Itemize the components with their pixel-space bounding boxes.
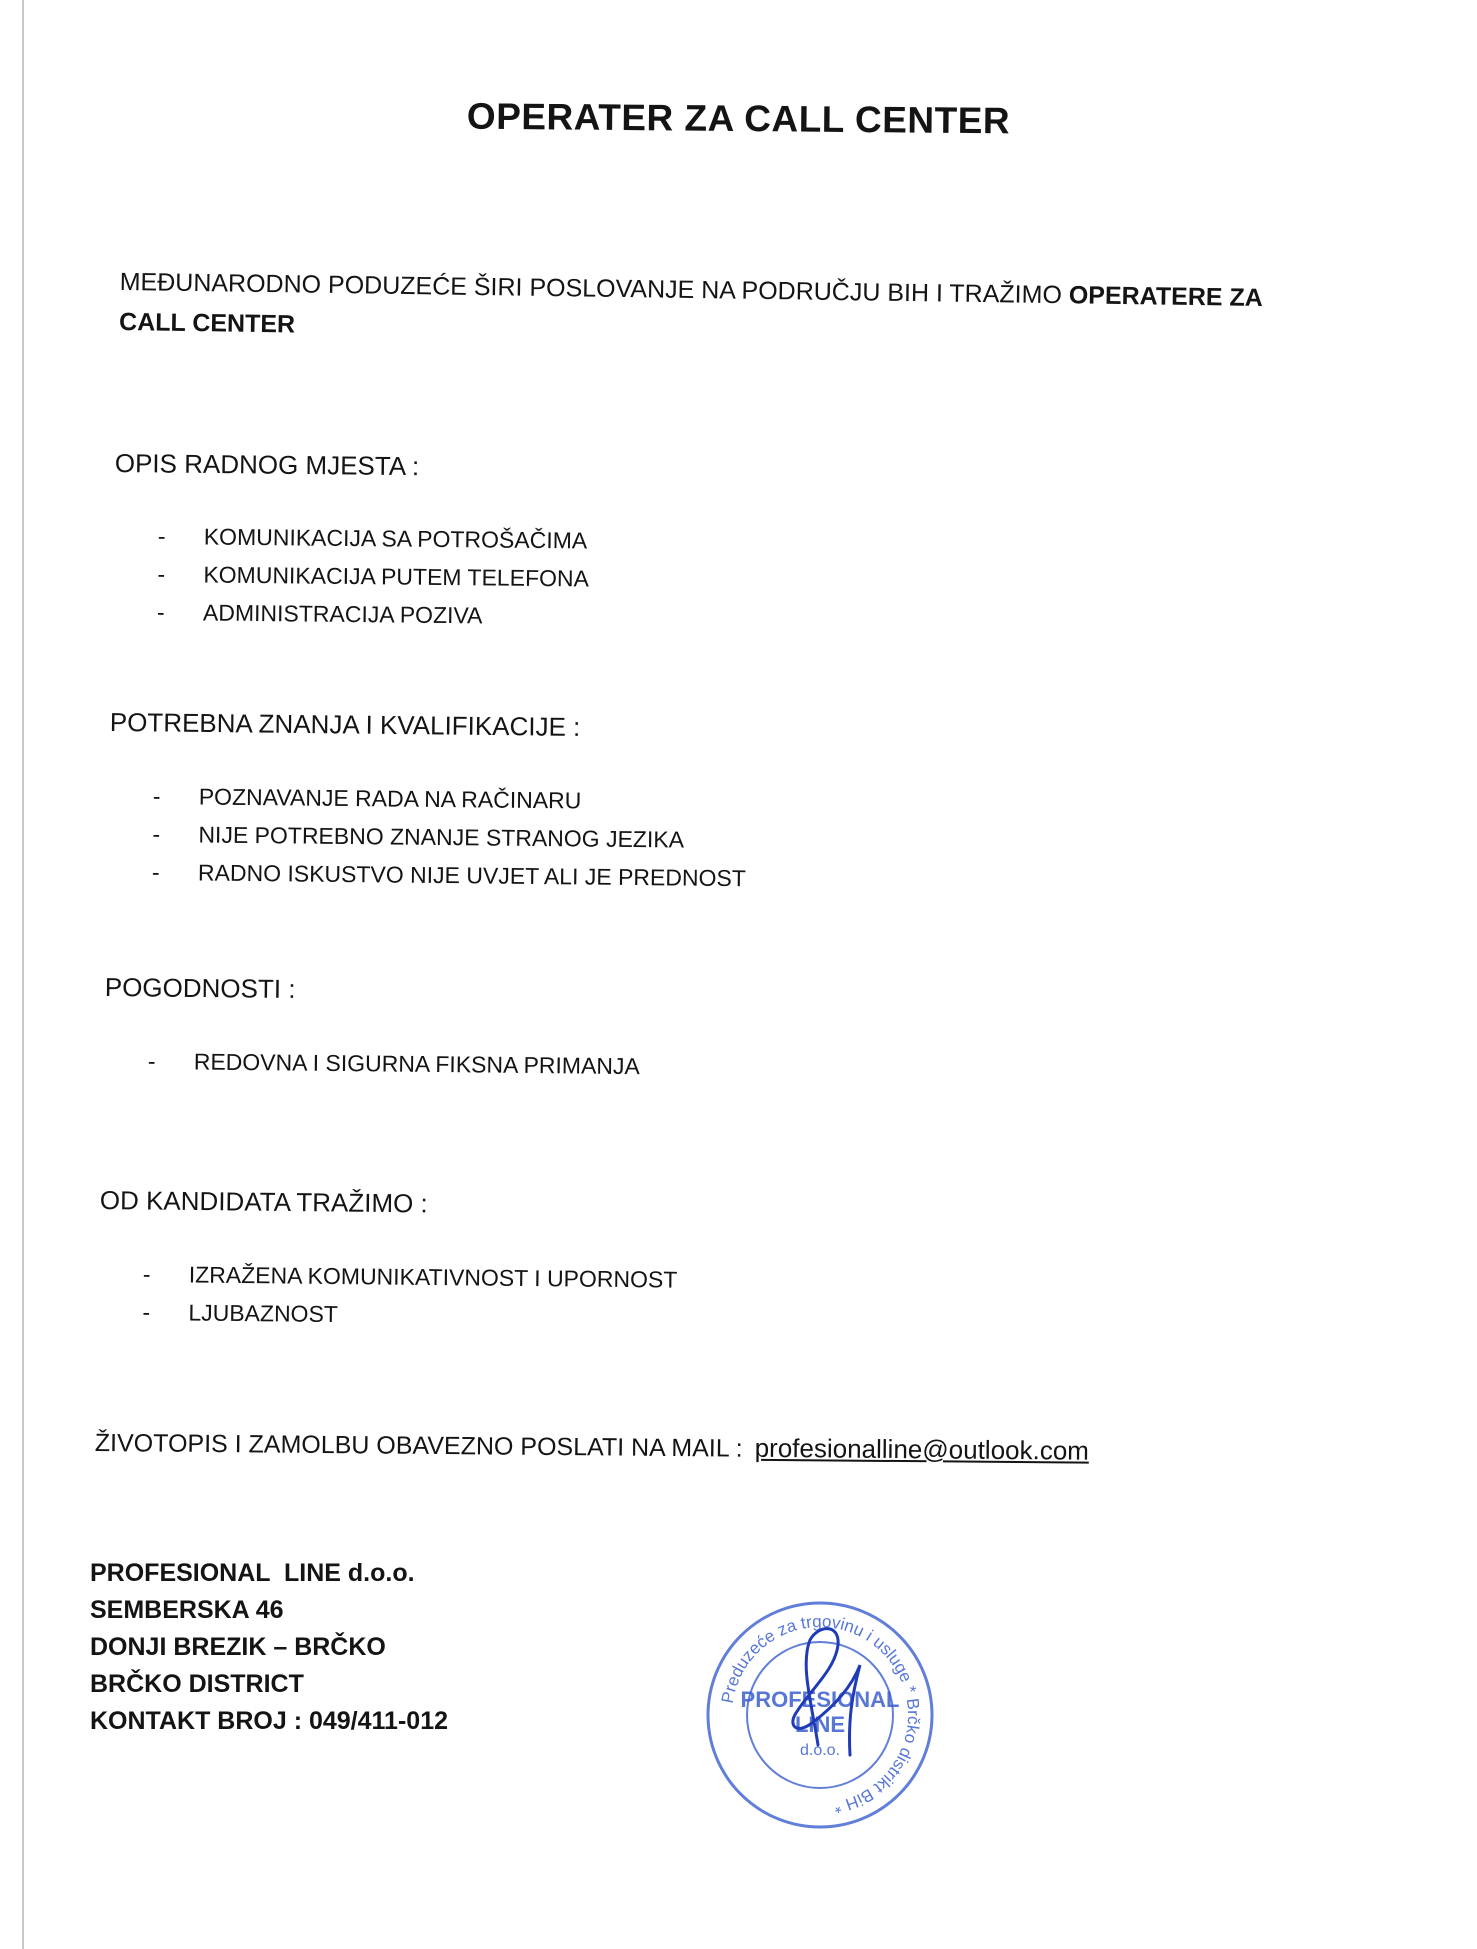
company-name: PROFESIONAL LINE d.o.o. (90, 1559, 415, 1587)
list-item: - POZNAVANJE RADA NA RAČINARU (153, 777, 747, 821)
company-contact: KONTAKT BROJ : 049/411-012 (90, 1707, 448, 1735)
intro-text: MEĐUNARODNO PODUZEĆE ŠIRI POSLOVANJE NA PODRUČJU BIH I TRAŽIMO (119, 267, 1070, 310)
stamp-name-line1: PROFESIONAL (740, 1687, 900, 1712)
email-link[interactable]: profesionalline@outlook.com (754, 1432, 1090, 1466)
page-title: OPERATER ZA CALL CENTER (466, 95, 1011, 142)
section-heading-qualifications: POTREBNA ZNANJA I KVALIFIKACIJE : (109, 707, 581, 742)
list-item: - IZRAŽENA KOMUNIKATIVNOST I UPORNOST (143, 1255, 678, 1299)
intro-highlight: OPERATERE ZA CALL CENTER (118, 281, 1263, 339)
section-heading-benefits: POGODNOSTI : (104, 972, 296, 1004)
job-description-list (157, 517, 590, 636)
company-info (90, 1555, 448, 1740)
company-street: SEMBERSKA 46 (90, 1596, 284, 1624)
benefits-list (148, 1042, 640, 1085)
section-heading-job-description: OPIS RADNOG MJESTA : (114, 448, 420, 482)
company-place: DONJI BREZIK – BRČKO (90, 1633, 386, 1661)
qualifications-list (152, 777, 747, 897)
application-text: ŽIVOTOPIS I ZAMOLBU OBAVEZNO POSLATI NA MAIL : (94, 1428, 743, 1463)
list-item: - KOMUNIKACIJA SA POTROŠAČIMA (158, 517, 590, 560)
company-stamp (700, 1595, 940, 1835)
list-item: - RADNO ISKUSTVO NIJE UVJET ALI JE PREDNOST (152, 853, 746, 897)
list-item: - ADMINISTRACIJA POZIVA (157, 593, 589, 636)
intro-paragraph (119, 262, 1320, 359)
application-line (95, 1427, 1089, 1467)
requirements-list (142, 1255, 677, 1337)
stamp-name-line2: LINE (794, 1712, 846, 1737)
list-item: - REDOVNA I SIGURNA FIKSNA PRIMANJA (148, 1042, 640, 1085)
list-item: - KOMUNIKACIJA PUTEM TELEFONA (157, 555, 589, 598)
section-heading-requirements: OD KANDIDATA TRAŽIMO : (99, 1185, 428, 1219)
stamp-ring-textpath: Preduzeće za trgovinu i usluge * Brčko distrikt BiH * (717, 1611, 924, 1817)
list-item: - LJUBAZNOST (142, 1293, 677, 1337)
company-district: BRČKO DISTRICT (90, 1670, 304, 1698)
list-item: - NIJE POTREBNO ZNANJE STRANOG JEZIKA (152, 815, 746, 859)
stamp-suffix: d.o.o. (799, 1742, 841, 1759)
page-edge-line (22, 0, 24, 1949)
